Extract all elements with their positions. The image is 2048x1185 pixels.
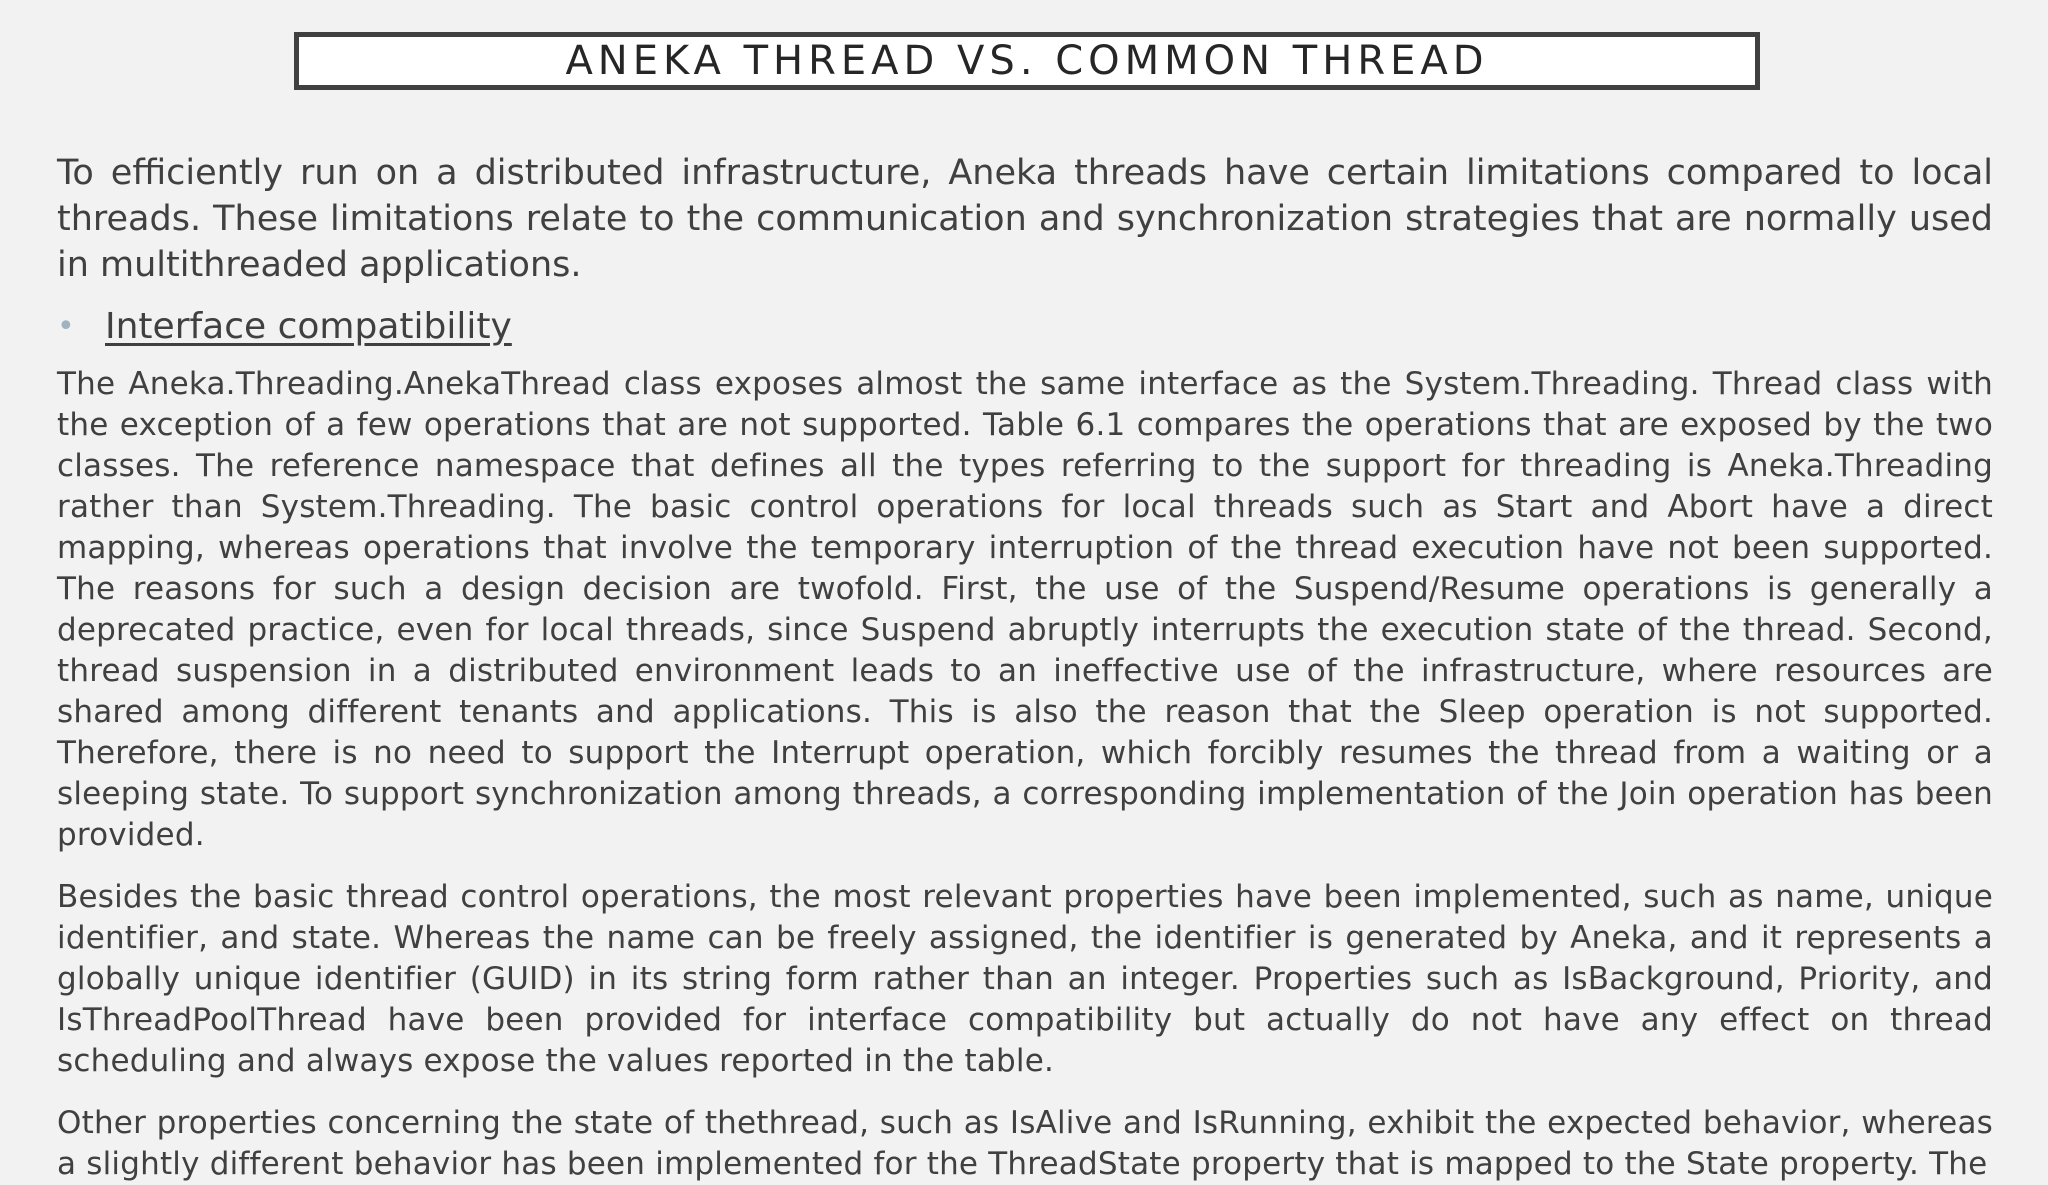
slide-content [57, 150, 1993, 1185]
body-paragraph-1: The Aneka.Threading.AnekaThread class exposes almost the same interface as the System.Threading. Thread class with the exception of a few operations that are not supported. Table 6.1 compares the operations that are exposed by the two classes. The reference namespace that defines all the types referring to the support for threading is Aneka.Threading rather than System.Threading. The basic control operations for local threads such as Start and Abort have a direct mapping, whereas operations that involve the temporary interruption of the thread execution have not been supported. The reasons for such a design decision are twofold. First, the use of the Suspend/Resume operations is generally a deprecated practice, even for local threads, since Suspend abruptly interrupts the execution state of the thread. Second, thread suspension in a distributed environment leads to an ineffective use of the infrastructure, where resources are shared among different tenants and applications. This is also the reason that the Sleep operation is not supported. Therefore, there is no need to support the Interrupt operation, which forcibly resumes the thread from a waiting or a sleeping state. To support synchronization among threads, a corresponding implementation of the Join operation has been provided. [57, 366, 1993, 853]
intro-paragraph: To efficiently run on a distributed infrastructure, Aneka threads have certain limitations compared to local threads. These limitations relate to the communication and synchronization strategies that are normally used in multithreaded applications. [57, 153, 1993, 285]
body-paragraph-3: Other properties concerning the state of thethread, such as IsAlive and IsRunning, exhibit the expected behavior, whereas a slightly different behavior has been implemented for the ThreadState property that is mapped to the State property. The [57, 1105, 1993, 1182]
bullet-dot-icon: • [57, 309, 75, 344]
slide-title: ANEKA THREAD VS. COMMON THREAD [565, 38, 1489, 84]
body-paragraph-2: Besides the basic thread control operations, the most relevant properties have been implemented, such as name, unique identifier, and state. Whereas the name can be freely assigned, the identifier is generated by Aneka, and it represents a globally unique identifier (GUID) in its string form rather than an integer. Properties such as IsBackground, Priority, and IsThreadPoolThread have been provided for interface compatibility but actually do not have any effect on thread scheduling and always expose the values reported in the table. [57, 879, 1993, 1079]
bullet-item [57, 304, 1993, 350]
bullet-heading-interface-compatibility: Interface compatibility [105, 306, 512, 347]
title-box [294, 32, 1760, 90]
